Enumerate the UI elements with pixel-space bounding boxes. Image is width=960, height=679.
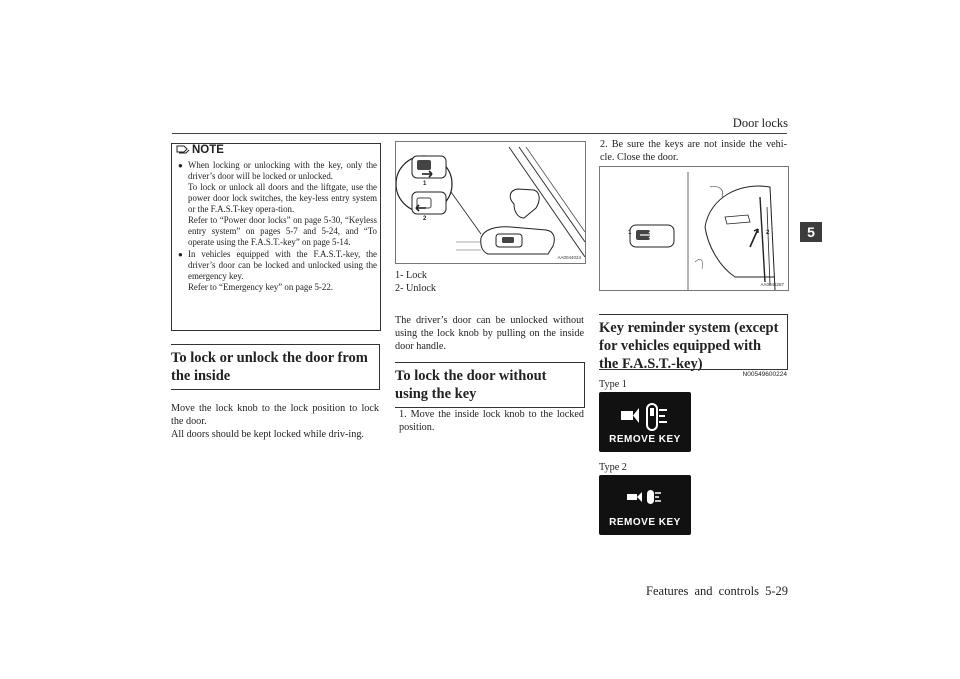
note-item — [176, 249, 377, 293]
callout-number: 2 — [766, 230, 770, 236]
figure-code: AA0043287 — [760, 282, 784, 287]
bullet-icon: ● — [178, 250, 183, 259]
step-text: Be sure the keys are not inside the vehi-cle. Close the door. — [600, 139, 788, 163]
note-text: In vehicles equipped with the F.A.S.T.-key, the driver’s door can be locked and unlocked using the emergency key. — [188, 249, 377, 281]
page-header-title: Door locks — [732, 116, 788, 130]
figure-code: AA0044024 — [557, 255, 581, 260]
remove-key-display-type1 — [599, 392, 691, 452]
remove-key-label: REMOVE KEY — [609, 517, 681, 528]
key-warning-icon — [599, 481, 691, 515]
section-heading: Key reminder system (except for vehicles equipped with the F.A.S.T.-key) — [599, 314, 788, 370]
bullet-icon: ● — [178, 161, 183, 170]
reference-code: N00549600224 — [742, 371, 787, 378]
col2-body: The driver’s door can be unlocked without using the lock knob by pulling on the inside door handle. — [395, 315, 584, 352]
remove-key-display-type2 — [599, 475, 691, 535]
type-label: Type 1 — [599, 379, 627, 390]
col3-step — [600, 138, 787, 164]
footer-page-number: 5-29 — [765, 584, 788, 598]
note-icon — [176, 144, 190, 156]
col2-step — [399, 408, 584, 434]
type-label: Type 2 — [599, 462, 627, 473]
note-list — [176, 160, 377, 294]
callout-number: 1 — [423, 181, 427, 187]
note-label-text: NOTE — [192, 144, 224, 156]
header-rule — [172, 133, 787, 134]
paragraph: Move the lock knob to the lock position to lock the door. — [171, 403, 379, 427]
page-footer — [646, 584, 788, 599]
door-lock-illustration — [396, 142, 585, 263]
remove-key-label: REMOVE KEY — [609, 434, 681, 445]
legend-item: 1- Lock — [395, 270, 427, 281]
section-heading: To lock the door without using the key — [395, 362, 585, 408]
key-warning-icon — [599, 396, 691, 436]
note-text: When locking or unlocking with the key, only the driver’s door will be locked or unlocked. — [188, 160, 377, 181]
step-number: 1. — [399, 409, 407, 420]
note-label — [176, 144, 224, 156]
callout-number: 1 — [628, 230, 632, 236]
step-number: 2. — [600, 139, 608, 150]
note-item — [176, 160, 377, 248]
close-arrow-icon — [750, 229, 758, 247]
note-text: Refer to “Power door locks” on page 5-30, “Keyless entry system” on pages 5-7 and 5-24, and “To operate using the F.A.S.T.-key” on page 5-14. — [188, 215, 377, 247]
paragraph: All doors should be kept locked while driv-ing. — [171, 429, 364, 440]
door-close-figure — [599, 166, 789, 291]
note-text: To lock or unlock all doors and the liftgate, use the power door lock switches, the key-less entry system or the F.A.S.T-key opera-tion. — [188, 182, 377, 214]
chapter-tab: 5 — [800, 222, 822, 242]
footer-section: Features and controls — [646, 584, 759, 598]
col1-body — [171, 402, 379, 441]
note-text: Refer to “Emergency key” on page 5-22. — [188, 282, 333, 292]
step-text: Move the inside lock knob to the locked position. — [399, 409, 584, 433]
door-lock-figure — [395, 141, 586, 264]
door-close-illustration — [600, 167, 788, 290]
legend-item: 2- Unlock — [395, 283, 437, 294]
section-heading: To lock or unlock the door from the inside — [171, 344, 380, 390]
figure-legend — [395, 269, 436, 295]
callout-number: 2 — [423, 216, 427, 222]
note-box — [171, 143, 381, 331]
